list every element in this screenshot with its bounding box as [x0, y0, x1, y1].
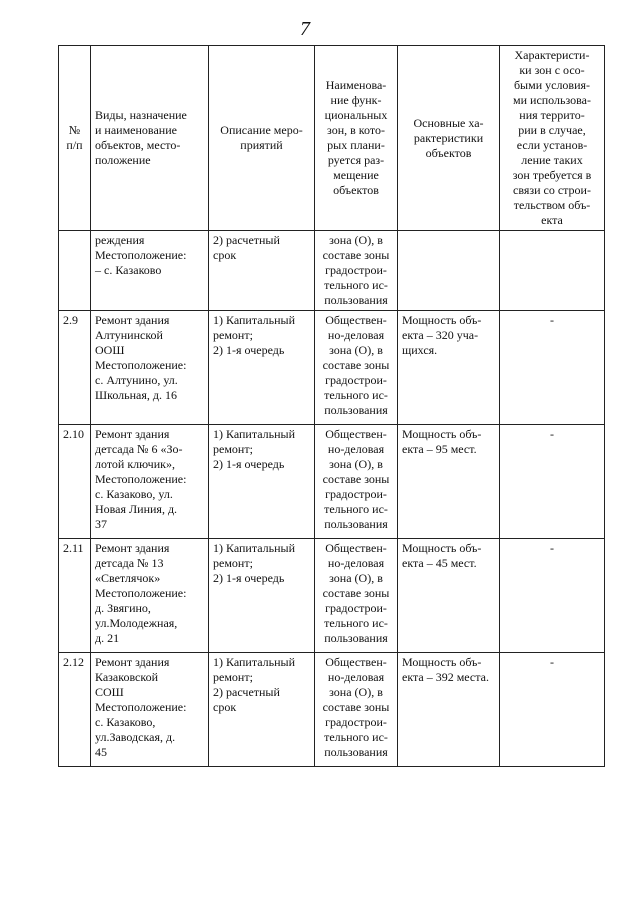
- row-special-zones: -: [500, 311, 605, 425]
- row-object: Ремонт здания детсада № 13 «Светлячок» Местоположение: д. Звягино, ул.Молодежная, д. 21: [91, 539, 209, 653]
- row-measures: 1) Капитальный ремонт; 2) 1-я очередь: [209, 425, 315, 539]
- row-special-zones: [500, 231, 605, 311]
- row-object: Ремонт здания Алтунинской ООШ Местоположение: с. Алтунино, ул. Школьная, д. 16: [91, 311, 209, 425]
- objects-table: [58, 45, 605, 767]
- row-object: реждения Местоположение: – с. Казаково: [91, 231, 209, 311]
- row-object: Ремонт здания детсада № 6 «Зо- лотой ключик», Местоположение: с. Казаково, ул. Новая Линия, д. 37: [91, 425, 209, 539]
- row-measures: 1) Капитальный ремонт; 2) 1-я очередь: [209, 539, 315, 653]
- header-characteristics: Основные ха- рактеристики объектов: [398, 46, 500, 231]
- row-zone: Обществен- но-деловая зона (О), в составе зоны градострои- тельного ис- пользования: [315, 425, 398, 539]
- row-characteristics: Мощность объ- екта – 95 мест.: [398, 425, 500, 539]
- row-number: [59, 231, 91, 311]
- table-row: [59, 653, 605, 767]
- page-number: 7: [300, 18, 310, 40]
- row-zone: зона (О), в составе зоны градострои- тельного ис- пользования: [315, 231, 398, 311]
- row-characteristics: Мощность объ- екта – 392 места.: [398, 653, 500, 767]
- row-zone: Обществен- но-деловая зона (О), в составе зоны градострои- тельного ис- пользования: [315, 311, 398, 425]
- row-characteristics: Мощность объ- екта – 45 мест.: [398, 539, 500, 653]
- header-functional-zone: Наименова- ние функ- циональных зон, в кото- рых плани- руется раз- мещение объектов: [315, 46, 398, 231]
- row-measures: 1) Капитальный ремонт; 2) расчетный срок: [209, 653, 315, 767]
- row-characteristics: [398, 231, 500, 311]
- table-header-row: [59, 46, 605, 231]
- header-special-zones: Характеристи- ки зон с осо- быми условия- ми использова- ния террито- рии в случае, если установ- ление таких зон требуется в связи со строи- тельством объ- екта: [500, 46, 605, 231]
- table-row: [59, 231, 605, 311]
- header-object-type: Виды, назначение и наименование объектов, место- положение: [91, 46, 209, 231]
- table-row: [59, 425, 605, 539]
- row-measures: 1) Капитальный ремонт; 2) 1-я очередь: [209, 311, 315, 425]
- row-object: Ремонт здания Казаковской СОШ Местоположение: с. Казаково, ул.Заводская, д. 45: [91, 653, 209, 767]
- header-measures: Описание меро- приятий: [209, 46, 315, 231]
- row-number: 2.10: [59, 425, 91, 539]
- row-measures: 2) расчетный срок: [209, 231, 315, 311]
- table-row: [59, 539, 605, 653]
- row-number: 2.12: [59, 653, 91, 767]
- header-number: № п/п: [59, 46, 91, 231]
- row-special-zones: -: [500, 653, 605, 767]
- row-special-zones: -: [500, 539, 605, 653]
- row-zone: Обществен- но-деловая зона (О), в составе зоны градострои- тельного ис- пользования: [315, 539, 398, 653]
- row-special-zones: -: [500, 425, 605, 539]
- row-number: 2.11: [59, 539, 91, 653]
- row-characteristics: Мощность объ- екта – 320 уча- щихся.: [398, 311, 500, 425]
- table-row: [59, 311, 605, 425]
- row-zone: Обществен- но-деловая зона (О), в составе зоны градострои- тельного ис- пользования: [315, 653, 398, 767]
- row-number: 2.9: [59, 311, 91, 425]
